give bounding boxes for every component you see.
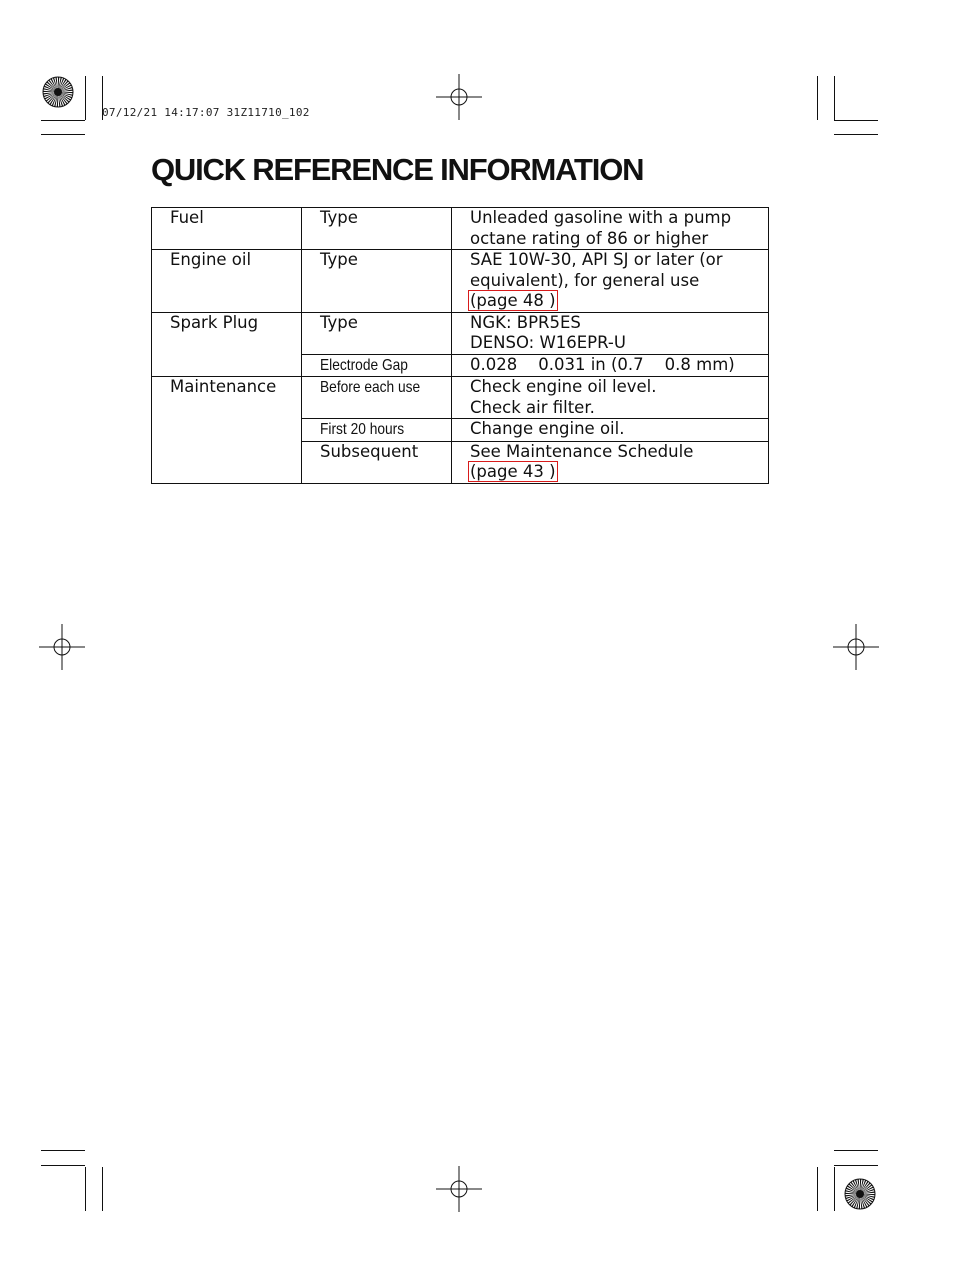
cell-text: 0.028 0.031 in (0.7 0.8 mm) — [470, 354, 735, 374]
quick-reference-table — [151, 207, 769, 484]
cell-text: DENSO: W16EPR-U — [470, 333, 626, 352]
crop-mark — [817, 76, 818, 120]
cell-text: Engine oil — [170, 250, 252, 269]
row-label-maintenance — [152, 377, 302, 484]
cell-text: Fuel — [170, 208, 204, 227]
crop-mark — [834, 120, 878, 121]
cell-text: Type — [320, 208, 358, 227]
row-type-spark-plug — [302, 312, 452, 354]
crop-mark — [102, 1167, 103, 1211]
cell-text: equivalent), for general use — [470, 270, 700, 290]
cell-text: Check air filter. — [470, 397, 595, 417]
crop-mark — [834, 1167, 835, 1211]
print-slug: 07/12/21 14:17:07 31Z11710_102 — [102, 106, 310, 119]
row-type-subsequent — [302, 441, 452, 483]
table-row-maintenance-before — [152, 377, 769, 419]
page-48-link[interactable]: (page 48 ) — [470, 291, 556, 310]
crop-mark — [834, 1150, 878, 1151]
cell-text: Change engine oil. — [470, 419, 625, 438]
crosshair-circle-icon — [833, 624, 879, 670]
crop-mark — [817, 1167, 818, 1211]
row-value-subsequent — [452, 441, 769, 483]
cell-text: octane rating of 86 or higher — [470, 228, 709, 248]
row-type-electrode-gap — [302, 354, 452, 377]
cell-text: Electrode Gap — [320, 356, 408, 374]
row-label-fuel — [152, 208, 302, 250]
crosshair-circle-icon — [436, 1166, 482, 1212]
crop-mark — [41, 1150, 85, 1151]
cell-text: Subsequent — [320, 441, 419, 461]
row-value-engine-oil — [452, 250, 769, 313]
cell-text: Type — [320, 250, 358, 269]
crop-mark — [834, 134, 878, 135]
row-value-before-each-use — [452, 377, 769, 419]
row-type-before-each-use — [302, 377, 452, 419]
cell-text: See Maintenance Schedule — [470, 441, 694, 461]
crosshair-circle-icon — [436, 74, 482, 120]
crop-mark — [834, 76, 835, 120]
crop-mark — [41, 1165, 85, 1166]
row-value-spark-plug — [452, 312, 769, 354]
row-label-engine-oil — [152, 250, 302, 313]
cell-text: Maintenance — [170, 377, 277, 396]
row-value-fuel — [452, 208, 769, 250]
page-43-link[interactable]: (page 43 ) — [470, 462, 556, 481]
cell-text: NGK: BPR5ES — [470, 312, 581, 332]
row-type-first-20-hours — [302, 419, 452, 442]
row-value-electrode-gap — [452, 354, 769, 377]
cell-text: Check engine oil level. — [470, 377, 657, 396]
table-row-fuel — [152, 208, 769, 250]
cell-text: First 20 hours — [320, 421, 405, 438]
crosshair-circle-icon — [39, 624, 85, 670]
sunburst-registration-icon — [42, 76, 74, 108]
crop-mark — [85, 76, 86, 120]
table-row-spark-plug — [152, 312, 769, 354]
row-value-first-20-hours — [452, 419, 769, 442]
cell-text: Unleaded gasoline with a pump — [470, 208, 732, 227]
cell-text: Spark Plug — [170, 312, 259, 332]
cell-text: SAE 10W-30, API SJ or later (or — [470, 250, 723, 269]
crop-mark — [41, 120, 85, 121]
cell-text: Before each use — [320, 379, 421, 396]
crop-mark — [41, 134, 85, 135]
cell-text: Type — [320, 312, 358, 332]
row-label-spark-plug — [152, 312, 302, 377]
row-type-engine-oil — [302, 250, 452, 313]
page-title: QUICK REFERENCE INFORMATION — [151, 152, 644, 187]
sunburst-registration-icon — [844, 1178, 876, 1210]
crop-mark — [834, 1165, 878, 1166]
row-type-fuel — [302, 208, 452, 250]
crop-mark — [85, 1167, 86, 1211]
table-row-engine-oil — [152, 250, 769, 313]
